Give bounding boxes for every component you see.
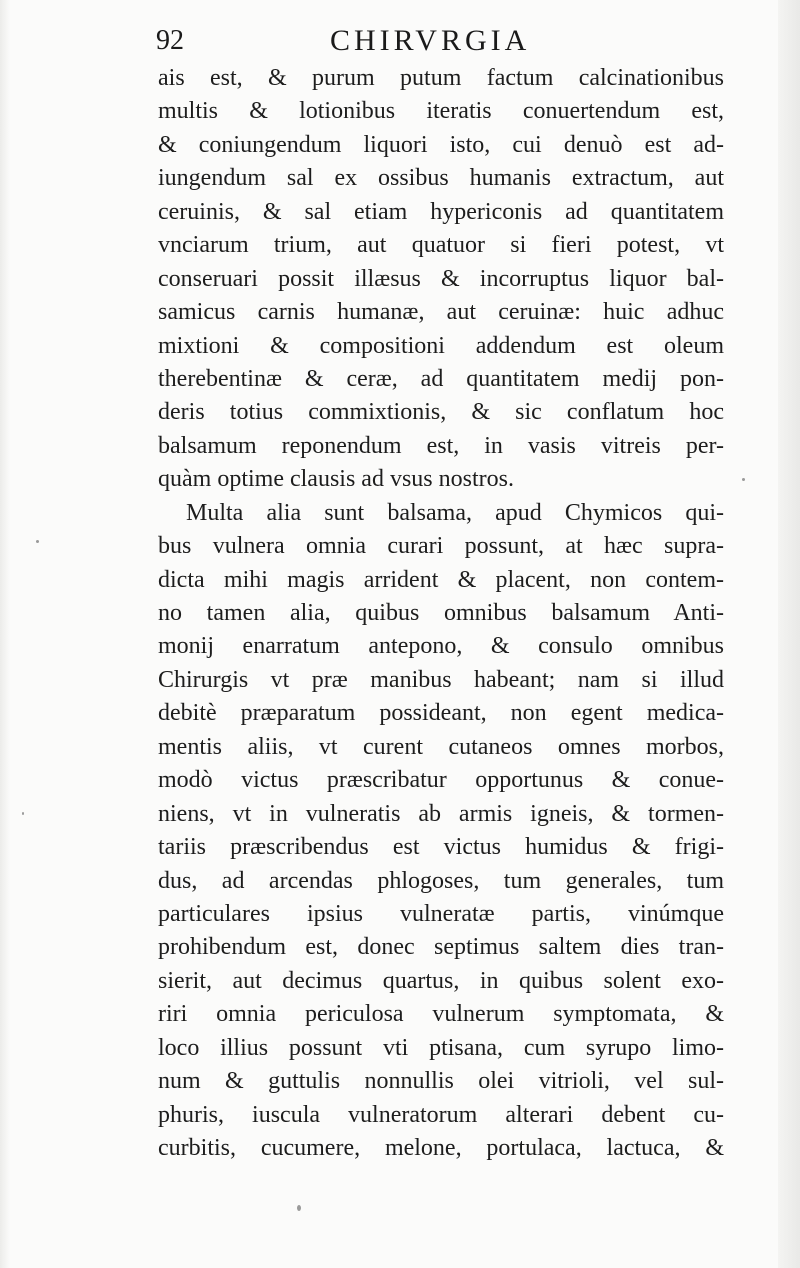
text-line: modò victus præscribatur opportunus & conue-: [158, 767, 724, 794]
text-line: Multa alia sunt balsama, apud Chymicos qui-: [186, 499, 724, 526]
page-edge-right: [778, 0, 800, 1268]
paper-speck: [742, 478, 745, 481]
text-line: riri omnia periculosa vulnerum symptomata, &: [158, 1001, 724, 1028]
text-line: monij enarratum antepono, & consulo omnibus: [158, 633, 724, 660]
text-line: bus vulnera omnia curari possunt, at hæc supra-: [158, 533, 724, 560]
text-line: prohibendum est, donec septimus saltem dies tran-: [158, 934, 724, 961]
text-line: quàm optime clausis ad vsus nostros.: [158, 466, 514, 493]
text-line: therebentinæ & ceræ, ad quantitatem medij pon-: [158, 365, 724, 392]
text-line: & coniungendum liquori isto, cui denuò est ad-: [158, 131, 724, 158]
paper-speck: [22, 812, 24, 815]
text-line: phuris, iuscula vulneratorum alterari debent cu-: [158, 1101, 724, 1128]
paragraph-1: [158, 62, 724, 497]
text-line: conseruari possit illæsus & incorruptus liquor bal-: [158, 265, 724, 292]
text-line: debitè præparatum possideant, non egent medica-: [158, 700, 724, 727]
paper-speck: [36, 540, 39, 543]
text-line: num & guttulis nonnullis olei vitrioli, vel sul-: [158, 1068, 724, 1095]
text-line: deris totius commixtionis, & sic conflatum hoc: [158, 399, 724, 426]
body-text: [158, 62, 724, 1165]
text-line: loco illius possunt vti ptisana, cum syrupo limo-: [158, 1034, 724, 1061]
text-line: tariis præscribendus est victus humidus & frigi-: [158, 834, 724, 861]
paragraph-2: [158, 497, 724, 1166]
text-line: balsamum reponendum est, in vasis vitreis per-: [158, 432, 724, 459]
text-line: sierit, aut decimus quartus, in quibus solent exo-: [158, 967, 724, 994]
text-line: multis & lotionibus iteratis conuertendum est,: [158, 98, 724, 125]
text-line: niens, vt in vulneratis ab armis igneis, & tormen-: [158, 800, 724, 827]
paper-speck: [297, 1205, 301, 1211]
running-title: CHIRVRGIA: [330, 24, 531, 57]
text-line: vnciarum trium, aut quatuor si fieri potest, vt: [158, 232, 724, 259]
text-line: iungendum sal ex ossibus humanis extractum, aut: [158, 165, 724, 192]
text-line: ais est, & purum putum factum calcinationibus: [158, 65, 724, 91]
text-line: dus, ad arcendas phlogoses, tum generales, tum: [158, 867, 724, 894]
page-header: [0, 20, 800, 62]
page-number: 92: [156, 25, 184, 56]
text-line: particulares ipsius vulneratæ partis, vinúmque: [158, 900, 724, 927]
text-line: dicta mihi magis arrident & placent, non contem-: [158, 566, 724, 593]
text-line: no tamen alia, quibus omnibus balsamum Anti-: [158, 600, 724, 626]
text-line: Chirurgis vt præ manibus habeant; nam si illud: [158, 666, 724, 693]
text-line: ceruinis, & sal etiam hypericonis ad quantitatem: [158, 198, 724, 225]
text-line: mixtioni & compositioni addendum est oleum: [158, 332, 724, 359]
text-line: mentis aliis, vt curent cutaneos omnes morbos,: [158, 733, 724, 760]
page-edge-left: [0, 0, 10, 1268]
text-line: samicus carnis humanæ, aut ceruinæ: huic adhuc: [158, 299, 724, 326]
text-line: curbitis, cucumere, melone, portulaca, lactuca, &: [158, 1135, 724, 1161]
